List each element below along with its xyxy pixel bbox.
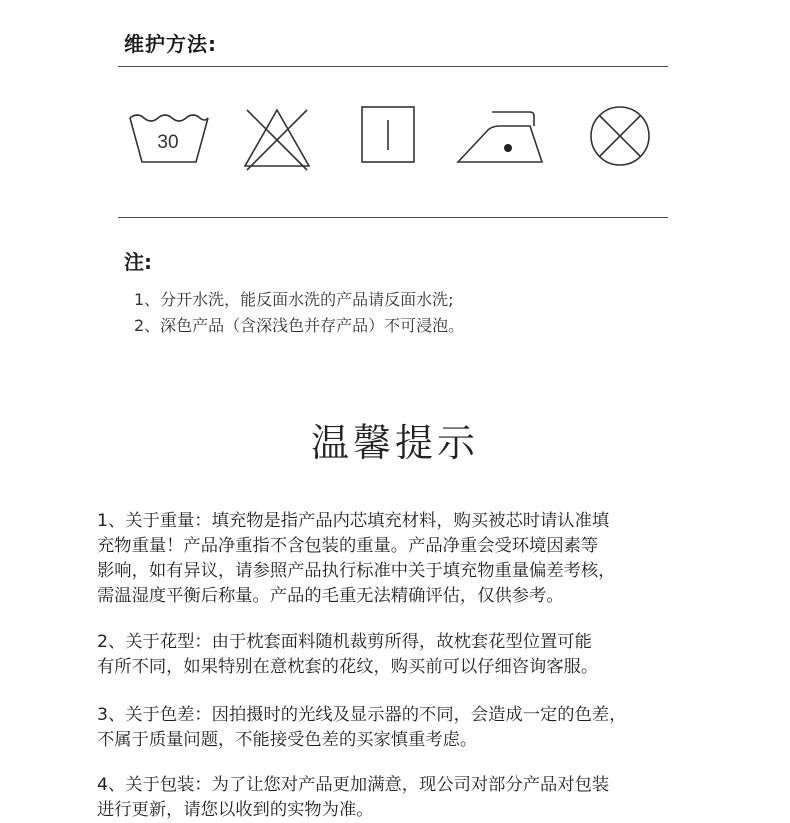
tip-weight [97,509,697,609]
note-line-2: 2、深色产品（含深浅色并存产品）不可浸泡。 [134,316,465,335]
tip-line: 3、关于色差：因拍摄时的光线及显示器的不同，会造成一定的色差， [97,705,627,725]
tip-line: 4、关于包装：为了让您对产品更加满意，现公司对部分产品对包装 [97,775,610,795]
tip-packaging [97,773,697,823]
bottom-divider [118,217,668,218]
hang-dry-icon [361,106,415,164]
tip-line: 充物重量！产品净重指不含包装的重量。产品净重会受环境因素等 [97,536,599,556]
do-not-bleach-icon [243,106,311,170]
tip-line: 有所不同，如果特别在意枕套的花纹，购买前可以仔细咨询客服。 [97,657,599,677]
tips-heading: 温馨提示 [310,421,479,465]
tip-color [97,703,697,753]
tip-line: 需温湿度平衡后称量。产品的毛重无法精确评估，仅供参考。 [97,586,564,606]
top-divider [118,66,668,67]
tip-line: 2、关于花型：由于枕套面料随机裁剪所得，故枕套花型位置可能 [97,632,592,652]
iron-low-heat-icon [456,106,546,166]
wash-30-icon [128,106,210,166]
care-title: 维护方法: [124,32,217,56]
note-line-1: 1、分开水洗，能反面水洗的产品请反面水洗; [134,290,454,309]
tip-line: 进行更新，请您以收到的实物为准。 [97,800,374,820]
tip-pattern [97,630,697,680]
tip-line: 1、关于重量：填充物是指产品内芯填充材料，购买被芯时请认准填 [97,511,610,531]
wash-temp-label: 30 [157,132,179,153]
note-title: 注: [124,250,152,274]
tip-line: 影响，如有异议，请参照产品执行标准中关于填充物重量偏差考核， [97,561,616,581]
do-not-tumble-dry-icon [588,106,652,170]
tip-line: 不属于质量问题，不能接受色差的买家慎重考虑。 [97,730,478,750]
